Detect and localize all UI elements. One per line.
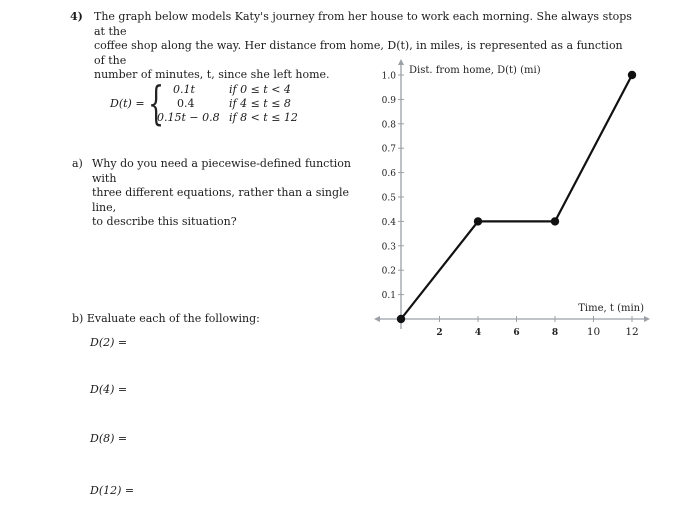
x-tick-label: 8	[551, 328, 559, 338]
evaluate-item: D(8) =	[90, 432, 128, 445]
x-tick-label: 10	[586, 326, 601, 338]
evaluate-item: D(12) =	[90, 484, 135, 497]
piece-expr: 0.4	[177, 97, 195, 110]
x-axis-arrow-icon	[374, 316, 380, 322]
data-point	[474, 217, 482, 225]
y-tick-label: 0.1	[381, 291, 396, 302]
data-point	[551, 217, 559, 225]
x-axis-arrow-icon	[644, 316, 650, 322]
y-tick-label: 0.6	[381, 169, 396, 180]
piece-condition: if 4 ≤ t ≤ 8	[229, 97, 291, 110]
data-point	[397, 315, 405, 323]
x-axis-title: Time, t (min)	[578, 303, 644, 314]
y-tick-label: 1.0	[381, 71, 396, 82]
y-tick-label: 0.3	[381, 242, 396, 253]
y-tick-label: 0.7	[381, 144, 396, 155]
piece-condition: if 0 ≤ t < 4	[229, 83, 291, 96]
piece-expr: 0.1t	[173, 83, 195, 96]
x-tick-label: 4	[474, 328, 482, 338]
part-a-line: Why do you need a piecewise-defined function with	[92, 157, 351, 185]
part-b-heading: b) Evaluate each of the following:	[72, 312, 260, 325]
function-name: D(t) =	[110, 97, 145, 110]
piece-expr: 0.15t − 0.8	[157, 111, 220, 124]
question-line: The graph below models Katy's journey from her house to work each morning. She always stops at the	[94, 10, 632, 38]
piece-condition: if 8 < t ≤ 12	[229, 111, 298, 124]
part-a-line: three different equations, rather than a single line,	[92, 186, 350, 214]
series-line	[401, 75, 632, 319]
y-axis-arrow-icon	[398, 59, 404, 65]
part-a-label: a)	[72, 157, 83, 170]
y-axis-title: Dist. from home, D(t) (mi)	[409, 65, 541, 76]
part-a-line: to describe this situation?	[92, 215, 237, 228]
data-point	[628, 71, 636, 79]
y-tick-label: 0.4	[381, 217, 396, 228]
x-tick-label: 2	[436, 328, 443, 338]
y-tick-label: 0.9	[381, 95, 396, 106]
x-tick-label: 12	[625, 326, 639, 338]
question-number: 4)	[70, 10, 83, 23]
evaluate-item: D(4) =	[90, 383, 128, 396]
question-line: coffee shop along the way. Her distance from home, D(t), in miles, is represented as a function of the	[94, 39, 623, 67]
x-tick-label: 6	[513, 328, 520, 338]
evaluate-item: D(2) =	[90, 336, 128, 349]
y-tick-label: 0.8	[381, 120, 396, 131]
question-line: number of minutes, t, since she left home.	[94, 68, 330, 81]
brace-symbol: {	[148, 76, 165, 130]
y-tick-label: 0.2	[381, 266, 396, 277]
y-tick-label: 0.5	[381, 193, 396, 204]
